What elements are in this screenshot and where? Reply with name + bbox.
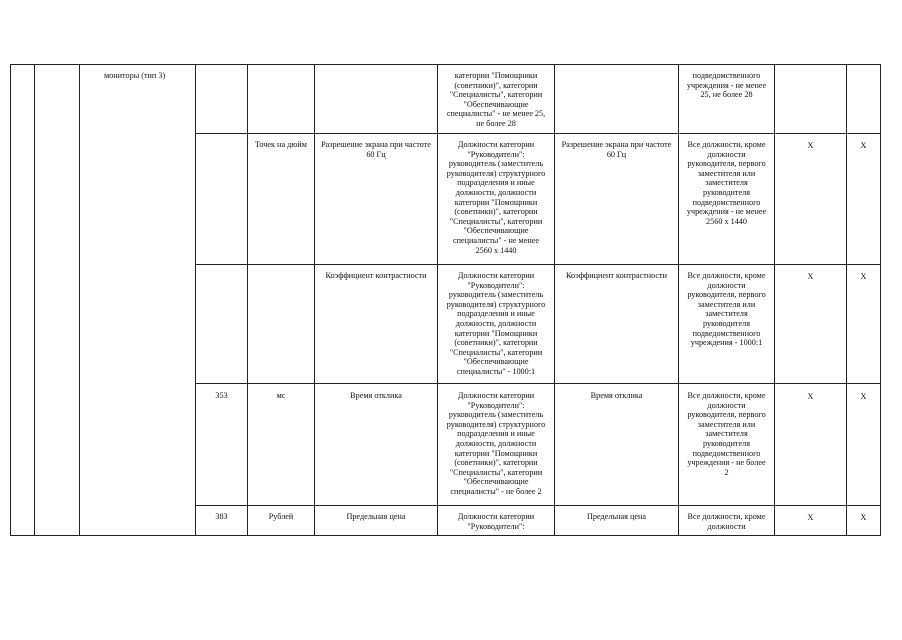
table-cell-value: подведомственного учреждения - не менее 25, не более 28	[686, 71, 767, 100]
table-cell-x: X	[860, 392, 867, 401]
table-divider	[79, 65, 80, 535]
table-cell-characteristic2: Коэффициент контрастности	[566, 271, 667, 280]
table-cell-characteristic2: Время отклика	[590, 391, 643, 400]
table-cell-unit: мс	[276, 391, 286, 400]
row-divider	[195, 383, 881, 384]
row-divider	[195, 264, 881, 265]
table-cell-code: 353	[215, 391, 228, 400]
table-cell-unit: Точек на дюйм	[255, 140, 307, 149]
table-divider	[774, 65, 775, 535]
table-cell-positions: Должности категории "Руководители": руководитель (заместитель руководителя) структурного подразделения и иные должности, должности категории "Помощники (советники)", категории "Специалисты", категории "Обеспечивающие специалисты" - 1000:1	[446, 271, 546, 376]
table-cell-value: Все должности, кроме должности руководителя, первого заместителя или заместителя руководителя подведомственного учреждения - не более 2	[687, 391, 766, 477]
row-divider	[195, 505, 881, 506]
table-cell-characteristic: Время отклика	[350, 391, 402, 400]
table-cell-characteristic: Предельная цена	[346, 512, 406, 521]
table-divider	[34, 65, 35, 535]
table-cell-characteristic2: Предельная цена	[586, 512, 646, 521]
object-type-label: мониторы (тип 3)	[104, 71, 166, 80]
table-cell-value: Все должности, кроме должности руководителя, первого заместителя или заместителя руководителя подведомственного учреждения - 1000:1	[687, 271, 766, 348]
table-border	[10, 65, 11, 535]
table-cell-x: X	[860, 272, 867, 281]
table-border	[880, 65, 881, 535]
table-cell-characteristic: Коэффициент контрастности	[325, 271, 427, 280]
table-cell-x: X	[807, 392, 814, 401]
table-cell-characteristic: Разрешение экрана при частоте 60 Гц	[321, 140, 431, 159]
table-divider	[846, 65, 847, 535]
table-cell-positions: Должности категории "Руководители":	[457, 512, 535, 531]
table-cell-value: Все должности, кроме должности руководителя, первого заместителя или заместителя руководителя подведомственного учреждения - не менее 2560 х 1440	[686, 140, 767, 226]
table	[10, 64, 881, 536]
table-cell-positions: категории "Помощники (советники)", категории "Специалисты", категории "Обеспечивающие специалисты" - не менее 25, не более 28	[446, 71, 546, 128]
table-cell-characteristic2: Разрешение экрана при частоте 60 Гц	[561, 140, 672, 159]
table-cell-unit: Рублей	[268, 512, 294, 521]
table-divider	[554, 65, 555, 535]
table-cell-code: 383	[215, 512, 228, 521]
row-divider	[195, 133, 881, 134]
table-divider	[195, 65, 196, 535]
table-cell-positions: Должности категории "Руководители": руководитель (заместитель руководителя) структурного подразделения и иные должности, должности категории "Помощники (советники)", категории "Специалисты", категории "Обеспечивающие специалисты" - не менее 2560 х 1440	[446, 140, 546, 255]
table-cell-value: Все должности, кроме должности	[687, 512, 766, 531]
table-divider	[247, 65, 248, 535]
table-cell-x: X	[860, 141, 867, 150]
table-divider	[314, 65, 315, 535]
table-cell-x: X	[860, 513, 867, 522]
table-cell-x: X	[807, 272, 814, 281]
table-cell-x: X	[807, 513, 814, 522]
table-cell-positions: Должности категории "Руководители": руководитель (заместитель руководителя) структурного подразделения и иные должности, должности категории "Помощники (советники)", категории "Специалисты", категории "Обеспечивающие специалисты" - не более 2	[446, 391, 546, 496]
table-cell-x: X	[807, 141, 814, 150]
